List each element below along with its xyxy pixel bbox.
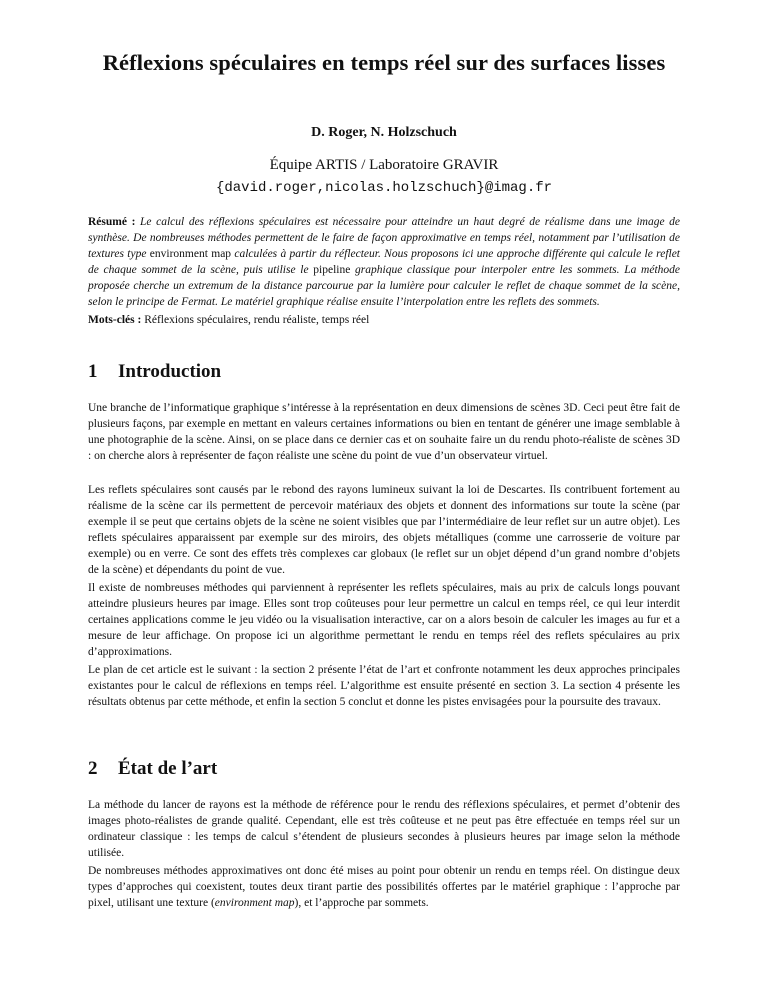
- abstract-text-3: graphique classique pour interpoler entre les sommets. La méthode proposée cherche un extremum de la distance parcourue par la lumière pour calculer le reflet de chaque sommet de la scène, selon le principe de Fermat. Le matériel graphique réalise ensuite l’interpolation entre les reflets des sommets.: [88, 264, 680, 309]
- authors: D. Roger, N. Holzschuch: [311, 125, 457, 140]
- section-heading-introduction: [88, 361, 221, 383]
- affiliation: Équipe ARTIS / Laboratoire GRAVIR: [269, 157, 499, 173]
- keywords-text: Réflexions spéculaires, rendu réaliste, temps réel: [144, 314, 370, 326]
- section-number: 2: [88, 758, 98, 779]
- paragraph: Le plan de cet article est le suivant : la section 2 présente l’état de l’art et confronte notamment les deux approches principales existantes pour le calcul de réflexions en temps réel. L’algorithme est ensuite présenté en section 3. La section 4 présente les résultats obtenus par cette méthode, et enfin la section 5 conclut et donne les pistes envisagées pour la poursuite des travaux.: [88, 664, 680, 709]
- section-title: Introduction: [118, 361, 222, 382]
- keywords: [88, 312, 680, 328]
- paragraph-text-2: ), et l’approche par sommets.: [294, 897, 429, 910]
- abstract-text-1: Le calcul des réflexions spéculaires est nécessaire pour atteindre un haut degré de réalisme dans une image de synthèse. De nombreuses méthodes permettent de le faire de façon approximative en temps réel, notamment par l’utilisation de textures type: [88, 216, 681, 261]
- abstract: [88, 214, 680, 311]
- abstract-text-2: calculées à partir du réflecteur. Nous proposons ici une approche différente qui calcule le reflet de chaque sommet de la scène, puis utilise le: [88, 248, 681, 277]
- paragraph: Les reflets spéculaires sont causés par le rebond des rayons lumineux suivant la loi de Descartes. Ils contribuent fortement au réalisme de la scène car ils permettent de percevoir matériaux des objets et donnent des informations sur toute la scène (par exemple il se peut que certains objets de la scène ne soient visibles que par l’intermédiaire de leur reflet sur un autre objet). Les reflets spéculaires apparaissent par exemple sur des miroirs, des objets métalliques (comme une carrosserie de voiture par exemple) ou en verre. Ce sont des effets très complexes car globaux (le reflet sur un objet dépend d’un grand nombre d’objets de la scène) et dépendants du point de vue.: [88, 484, 680, 577]
- paragraph-term: environment map: [214, 897, 295, 910]
- abstract-term-2: pipeline: [313, 264, 351, 277]
- paragraph: La méthode du lancer de rayons est la méthode de référence pour le rendu des réflexions spéculaires, et permet d’obtenir des images photo-réalistes de grande qualité. Cependant, elle est très coûteuse et ne peut pas être effectuée en temps réel sur un ordinateur classique : les temps de calcul s’étendent de plusieurs secondes à plusieurs heures par image selon la méthode utilisée.: [88, 799, 680, 860]
- paragraph-text-1: De nombreuses méthodes approximatives ont donc été mises au point pour obtenir un rendu en temps réel. On distingue deux types d’approches qui coexistent, toutes deux tirant partie des possibilités offertes par le matériel graphique : l’approche par pixel, utilisant une texture (: [88, 865, 680, 910]
- abstract-label: Résumé :: [88, 216, 136, 228]
- keywords-label: Mots-clés :: [88, 314, 142, 326]
- section-title: État de l’art: [118, 758, 218, 779]
- section-number: 1: [88, 361, 98, 382]
- paragraph: [88, 863, 680, 911]
- abstract-term-1: environment map: [149, 248, 232, 261]
- email-address: {david.roger,nicolas.holzschuch}@imag.fr: [215, 180, 553, 196]
- paragraph: Une branche de l’informatique graphique s’intéresse à la représentation en deux dimensions de scènes 3D. Ceci peut être fait de plusieurs façons, par exemple en mettant en valeurs certaines informations ou bien en tentant de générer une image semblable à une photographie de la scène. Ainsi, on se place dans ce dernier cas et on souhaite faire un du rendu photo-réaliste de scènes 3D : on cherche alors à représenter de façon réaliste une scène du point de vue d’un observateur virtuel.: [88, 402, 680, 463]
- paragraph: Il existe de nombreuses méthodes qui parviennent à représenter les reflets spéculaires, mais au prix de calculs longs pouvant atteindre plusieurs heures par image. Elles sont trop coûteuses pour leur permettre un calcul en temps réel, ce qui leur interdit certaines applications comme le jeu vidéo ou la visualisation interactive, car on a alors besoin de calculer les images au fur et a mesure de leur affichage. On propose ici un algorithme permettant le rendu en temps réel des reflets spéculaires au prix d’approximations.: [88, 582, 680, 659]
- section-heading-etat-de-l-art: [88, 758, 217, 780]
- paper-title: Réflexions spéculaires en temps réel sur des surfaces lisses: [102, 50, 666, 75]
